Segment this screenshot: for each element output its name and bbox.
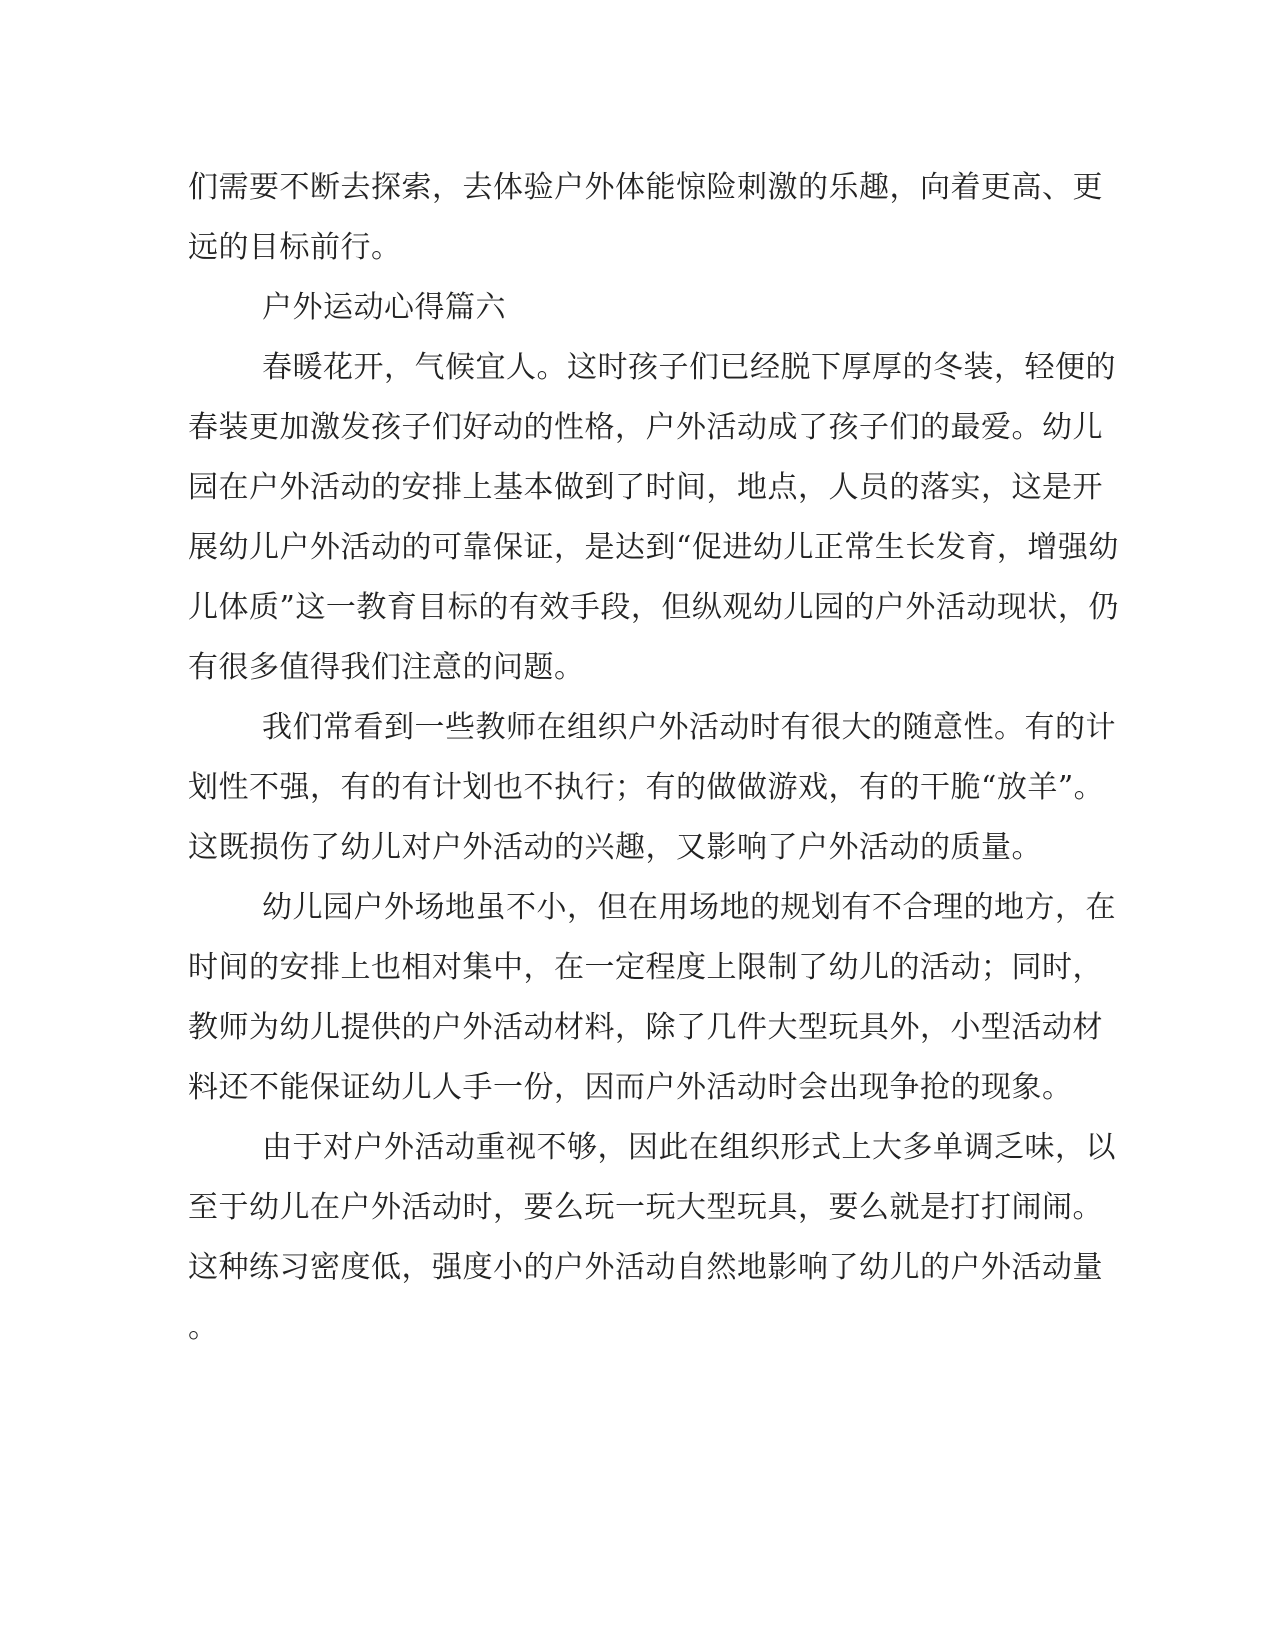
text-line: 划性不强，有的有计划也不执行；有的做做游戏，有的干脆“放羊”。 <box>188 770 1105 805</box>
text-line: 远的目标前行。 <box>188 230 402 265</box>
text-line: 展幼儿户外活动的可靠保证，是达到“促进幼儿正常生长发育，增强幼 <box>188 530 1119 565</box>
text-line: 。 <box>188 1310 219 1345</box>
text-line: 们需要不断去探索，去体验户外体能惊险刺激的乐趣，向着更高、更 <box>188 170 1103 205</box>
text-line: 幼儿园户外场地虽不小，但在用场地的规划有不合理的地方，在 <box>262 890 1116 925</box>
text-line: 我们常看到一些教师在组织户外活动时有很大的随意性。有的计 <box>262 710 1116 745</box>
section-heading: 户外运动心得篇六 <box>262 290 506 325</box>
text-line: 儿体质”这一教育目标的有效手段，但纵观幼儿园的户外活动现状，仍 <box>188 590 1119 625</box>
text-line: 这既损伤了幼儿对户外活动的兴趣，又影响了户外活动的质量。 <box>188 830 1042 865</box>
text-line: 这种练习密度低，强度小的户外活动自然地影响了幼儿的户外活动量 <box>188 1250 1103 1285</box>
document-body <box>188 158 1119 1358</box>
text-line: 园在户外活动的安排上基本做到了时间，地点，人员的落实，这是开 <box>188 470 1103 505</box>
text-line: 教师为幼儿提供的户外活动材料，除了几件大型玩具外，小型活动材 <box>188 1010 1103 1045</box>
text-line: 时间的安排上也相对集中，在一定程度上限制了幼儿的活动；同时， <box>188 950 1103 985</box>
text-line: 由于对户外活动重视不够，因此在组织形式上大多单调乏味，以 <box>262 1130 1116 1165</box>
text-line: 春暖花开，气候宜人。这时孩子们已经脱下厚厚的冬装，轻便的 <box>262 350 1116 385</box>
text-line: 春装更加激发孩子们好动的性格，户外活动成了孩子们的最爱。幼儿 <box>188 410 1103 445</box>
text-line: 有很多值得我们注意的问题。 <box>188 650 585 685</box>
text-line: 料还不能保证幼儿人手一份，因而户外活动时会出现争抢的现象。 <box>188 1070 1073 1105</box>
text-line: 至于幼儿在户外活动时，要么玩一玩大型玩具，要么就是打打闹闹。 <box>188 1190 1103 1225</box>
